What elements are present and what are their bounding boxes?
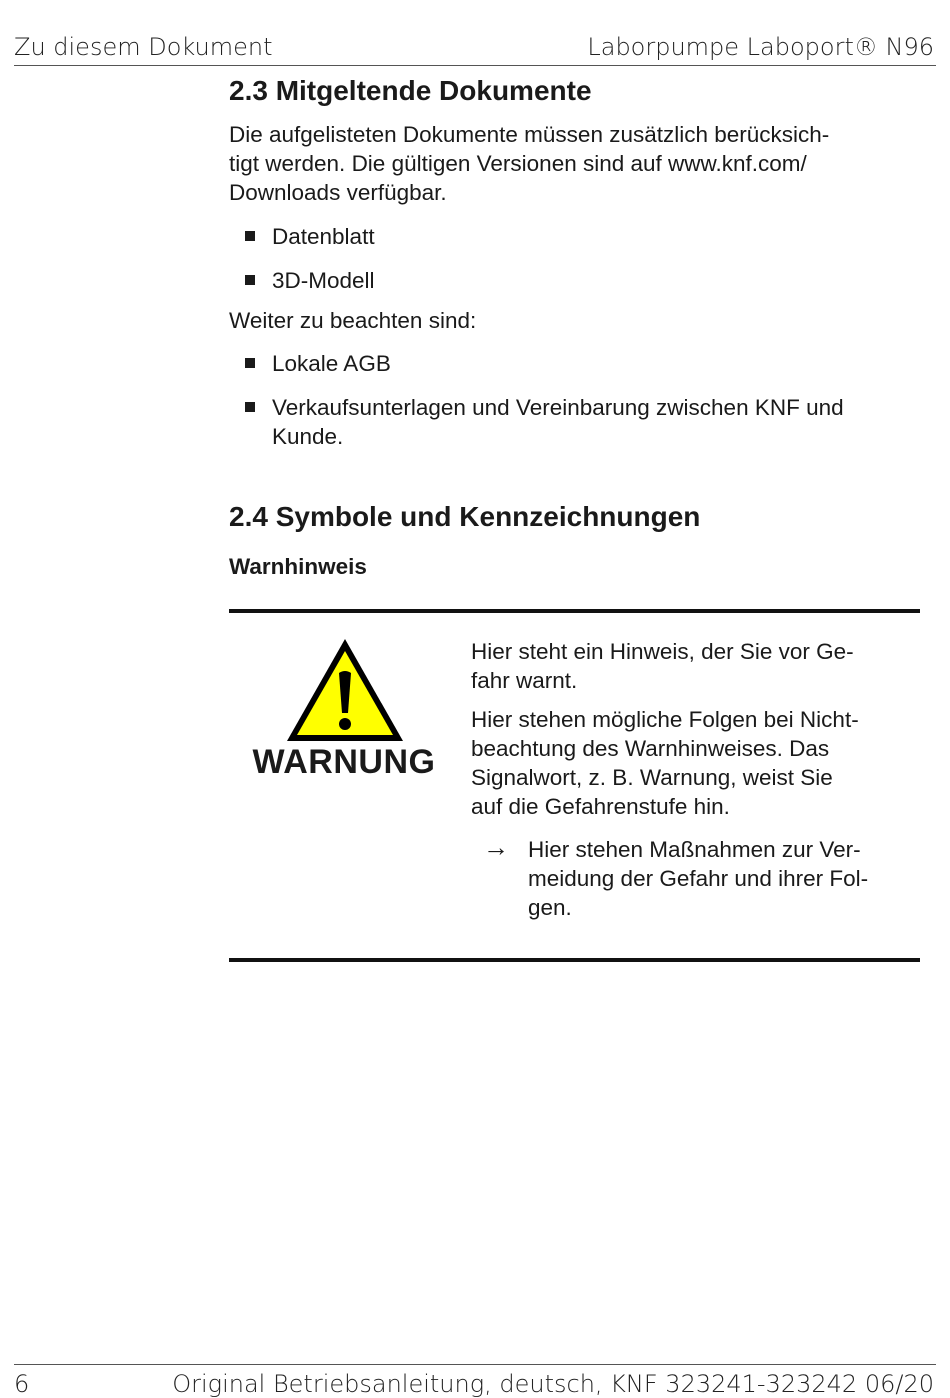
section-2-4 [229, 500, 920, 581]
list-item: Verkaufsunterlagen und Vereinbarung zwischen KNF und Kunde. [229, 393, 920, 451]
intro-line: tigt werden. Die gültigen Versionen sind auf www.knf.com/ [229, 151, 807, 176]
section-2-3-title: 2.3 Mitgeltende Dokumente [229, 75, 592, 106]
footer-document-id: Original Betriebsanleitung, deutsch, KNF 323241-323242 06/20 [172, 1370, 934, 1398]
section-2-4-subtitle: Warnhinweis [229, 554, 367, 579]
further-list [229, 349, 920, 451]
warning-measure: → Hier stehen Maßnahmen zur Ver- meidung der Gefahr und ihrer Fol- gen. [483, 832, 869, 920]
header-divider [14, 65, 936, 66]
section-2-4-title: 2.4 Symbole und Kennzeichnungen [229, 501, 701, 532]
footer-divider [14, 1364, 936, 1365]
warning-notice-box [229, 609, 920, 962]
warning-consequences-text: Hier stehen mögliche Folgen bei Nicht- beachtung des Warnhinweises. Das Signalwort, z. B. Warnung, weist Sie auf die Gefahrenstufe hin. [471, 707, 859, 819]
list-item: Datenblatt [229, 222, 920, 251]
warning-text [471, 637, 920, 922]
signal-word: WARNUNG [252, 743, 436, 781]
header-section-title: Zu diesem Dokument [14, 33, 273, 61]
header-product-name: Laborpumpe Laboport® N96 [587, 33, 934, 61]
intro-line: Die aufgelisteten Dokumente müssen zusätzlich berücksich- [229, 122, 830, 147]
warning-hazard-text: Hier steht ein Hinweis, der Sie vor Ge- fahr warnt. [471, 639, 854, 693]
arrow-right-icon: → [483, 832, 509, 862]
section-2-3-intro [229, 120, 920, 207]
further-label: Weiter zu beachten sind: [229, 308, 477, 333]
documents-list [229, 222, 920, 295]
intro-line: Downloads verfügbar. [229, 180, 447, 205]
section-2-3 [229, 74, 920, 451]
list-item: 3D-Modell [229, 266, 920, 295]
warning-triangle-icon [283, 635, 407, 745]
list-item: Lokale AGB [229, 349, 920, 378]
page-number: 6 [14, 1370, 30, 1398]
